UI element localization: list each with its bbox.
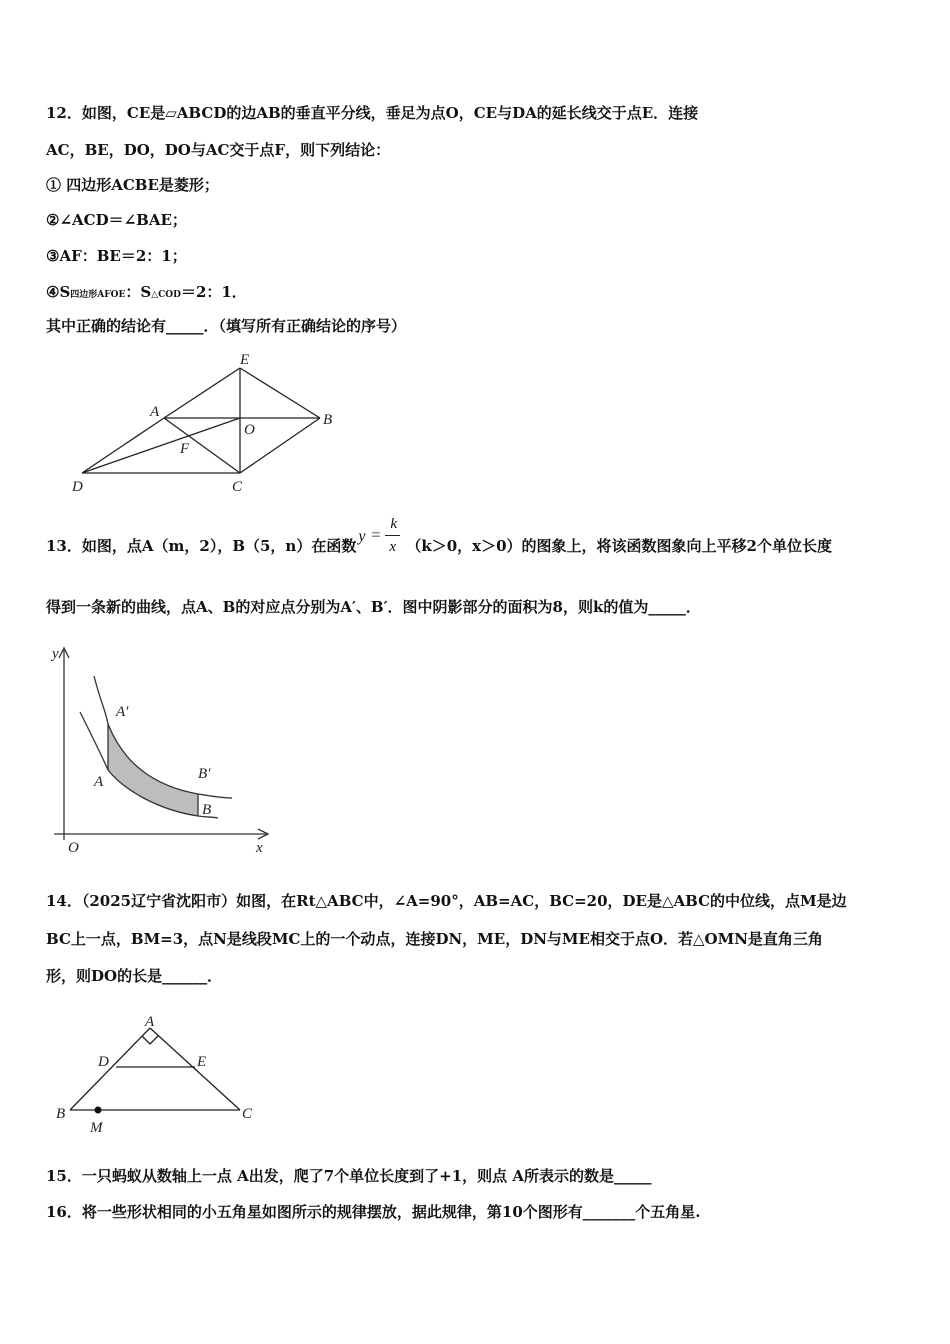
q13-line-1-b: （k＞0，x＞0）的图象上，将该函数图象向上平移2个单位长度 [406, 537, 832, 555]
q12-line-1: 12．如图，CE是▱ABCD的边AB的垂直平分线，垂足为点O，CE与DA的延长线交于点E．连接 [46, 104, 699, 122]
q13-label-x: x [256, 840, 263, 856]
q15-line-1: 15．一只蚂蚁从数轴上一点 A出发，爬了7个单位长度到了+1，则点 A所表示的数是_____ [46, 1167, 652, 1185]
q14-label-C: C [242, 1106, 253, 1122]
q14-right-angle-mark [142, 1036, 158, 1044]
q12-option-4-prefix: ④S [46, 283, 71, 301]
q14-line-2: BC上一点，BM=3，点N是线段MC上的一个动点，连接DN，ME，DN与ME相交于点O．若△OMN是直角三角 [46, 930, 823, 948]
q12-label-A: A [150, 404, 160, 420]
q13-function-fraction [356, 516, 406, 556]
q13-label-O: O [68, 840, 79, 856]
q13-label-B-prime: B′ [198, 766, 211, 782]
q12-label-D: D [72, 479, 83, 495]
q14-point-M [95, 1107, 102, 1114]
q13-label-A: A [94, 774, 104, 790]
q12-edge-DO [82, 418, 240, 473]
q12-edge-DA [82, 418, 164, 473]
q14-label-M: M [90, 1120, 103, 1136]
q14-line-1: 14．（2025辽宁省沈阳市）如图，在Rt△ABC中，∠A=90°，AB=AC，BC=20，DE是△ABC的中位线，点M是边 [46, 892, 847, 910]
q14-label-D: D [98, 1054, 109, 1070]
q12-line-2: AC，BE，DO，DO与AC交于点F，则下列结论： [46, 141, 391, 159]
q14-edge-AB [70, 1028, 150, 1110]
q13-func-x: x [389, 539, 397, 555]
q12-option-4 [46, 282, 247, 305]
q12-option-4-suffix: ＝2：1． [180, 283, 247, 301]
q13-label-A-prime: A′ [116, 704, 129, 720]
q12-label-B: B [323, 412, 333, 428]
q12-edge-EB [240, 368, 320, 418]
q12-label-E: E [240, 352, 250, 368]
q13-func-k: k [390, 516, 398, 532]
q13-line-1 [46, 516, 832, 556]
q12-figure [60, 348, 350, 498]
q16-line-1: 16．将一些形状相同的小五角星如图所示的规律摆放，据此规律，第10个图形有_______个五角星. [46, 1203, 701, 1221]
q14-label-A: A [145, 1014, 155, 1030]
q12-option-3: ③AF：BE＝2：1； [46, 247, 187, 265]
q13-label-B: B [202, 802, 212, 818]
q12-edge-AC [164, 418, 240, 473]
q12-label-F: F [180, 441, 190, 457]
q13-line-1-a: 13．如图，点A（m，2），B（5，n）在函数 [46, 537, 357, 555]
q12-edge-AE [164, 368, 240, 418]
q13-func-eq: = [370, 527, 382, 544]
q14-label-E: E [197, 1054, 207, 1070]
q14-label-B: B [56, 1106, 66, 1122]
q13-figure [44, 640, 276, 862]
q12-option-1: ① 四边形ACBE是菱形； [46, 176, 219, 194]
q12-option-4-sub1: 四边形AFOE [70, 290, 126, 300]
q12-label-C: C [232, 479, 243, 495]
q12-option-2: ②∠ACD＝∠BAE； [46, 211, 187, 229]
q12-option-4-mid: ：S [125, 283, 152, 301]
q13-func-y: y [358, 528, 366, 545]
q13-line-2: 得到一条新的曲线，点A、B的对应点分别为A′、B′．图中阴影部分的面积为8，则k的值为_____． [46, 598, 701, 616]
q13-fraction-bar [385, 535, 400, 536]
q13-curve-shifted [94, 676, 232, 798]
q14-edge-AC [150, 1028, 240, 1110]
q14-line-3: 形，则DO的长是______． [46, 967, 223, 985]
q12-label-O: O [244, 422, 255, 438]
q12-question: 其中正确的结论有_____．（填写所有正确结论的序号） [46, 317, 407, 335]
q13-label-y: y [52, 646, 59, 662]
q12-option-4-sub2: △COD [151, 290, 181, 300]
q14-figure [50, 1008, 270, 1148]
